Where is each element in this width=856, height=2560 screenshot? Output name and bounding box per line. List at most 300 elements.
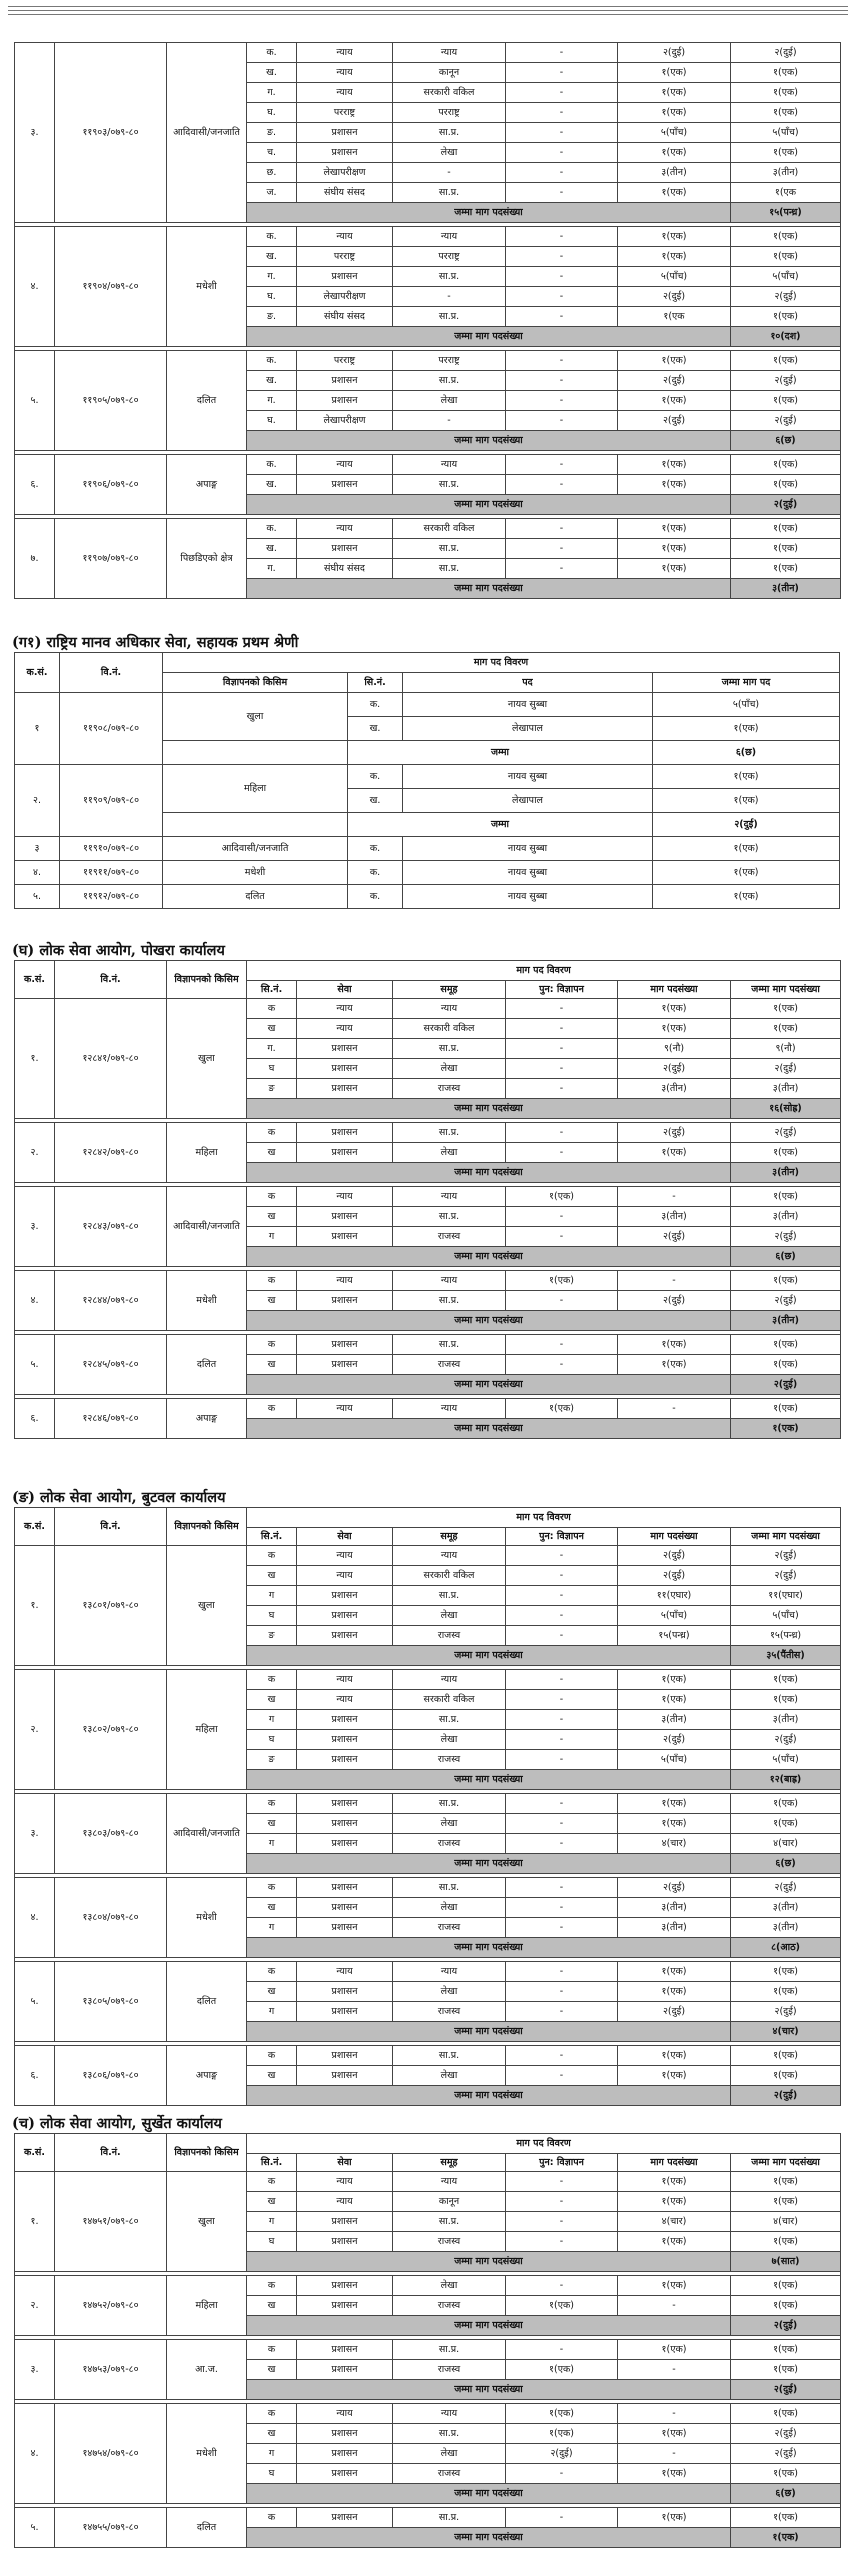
table-cell: ३(तीन) (731, 1710, 841, 1730)
table-cell: १(एक) (618, 519, 731, 539)
table-cell: २(दुई) (618, 1546, 731, 1566)
table-cell: न्याय (297, 2172, 393, 2192)
table-cell: न्याय (393, 227, 506, 247)
table-cell: - (506, 371, 618, 391)
table-cell: मधेशी (167, 227, 247, 347)
table-cell: १(एक) (618, 1143, 731, 1163)
table-cell: प्रशासन (297, 2360, 393, 2380)
table-cell: महिला (167, 2276, 247, 2336)
table-cell: न्याय (297, 83, 393, 103)
table-cell: लेखापाल (403, 789, 653, 813)
table-cell: क (247, 2340, 297, 2360)
table-cell: राजस्व (393, 2464, 506, 2484)
table-cell: ३(तीन) (731, 1163, 841, 1183)
table-cell: घ (247, 2464, 297, 2484)
table-cell: आ.ज. (167, 2340, 247, 2400)
demand-table (14, 960, 841, 1439)
table-cell: महिला (167, 1670, 247, 1790)
table-cell: १(एक) (653, 717, 840, 741)
table-cell: राजस्व (393, 1227, 506, 1247)
table-cell: ९(नौ) (731, 1039, 841, 1059)
header-post: पद (403, 673, 653, 693)
table-cell: ४(चार) (618, 1834, 731, 1854)
table-cell: जम्मा माग पदसंख्या (247, 327, 731, 347)
table-cell: प्रशासन (297, 1918, 393, 1938)
table-cell: १(एक) (618, 1335, 731, 1355)
table-cell: जम्मा (348, 813, 653, 837)
table-cell: १४७५३/०७९-८० (55, 2340, 167, 2400)
table-cell: १२८४६/०७९-८० (55, 1399, 167, 1439)
table-cell: क (247, 1123, 297, 1143)
table-cell: १(एक) (618, 2464, 731, 2484)
table-cell: ३(तीन) (618, 1079, 731, 1099)
table-cell: दलित (167, 1962, 247, 2042)
table-cell: - (506, 539, 618, 559)
table-cell: सेवा (297, 2154, 393, 2172)
table-cell: न्याय (297, 519, 393, 539)
table-cell: ख (247, 1814, 297, 1834)
table-cell: लेखा (393, 1982, 506, 2002)
table-cell: लेखा (393, 1730, 506, 1750)
table-cell: २(दुई) (731, 2086, 841, 2106)
table-cell: २(दुई) (618, 1123, 731, 1143)
table-cell (163, 741, 348, 765)
table-cell: - (506, 1546, 618, 1566)
table-cell: ५(पाँच) (653, 693, 840, 717)
table-row (15, 861, 840, 885)
table-cell: न्याय (297, 455, 393, 475)
table-cell: - (618, 1187, 731, 1207)
table-cell: १(एक) (618, 143, 731, 163)
table-cell: ११९१०/०७९-८० (60, 837, 163, 861)
table-cell: प्रशासन (297, 2340, 393, 2360)
table-cell: छ. (247, 163, 297, 183)
table-cell: लेखा (393, 1143, 506, 1163)
table-cell: ग (247, 1227, 297, 1247)
table-cell: १(एक) (618, 83, 731, 103)
table-cell: महिला (163, 765, 348, 813)
table-cell: २(दुई) (731, 2002, 841, 2022)
table-cell: ख (247, 2192, 297, 2212)
table-cell: मधेशी (163, 861, 348, 885)
table-cell: १(एक) (506, 1399, 618, 1419)
table-cell: - (506, 123, 618, 143)
table-cell: ख (247, 1355, 297, 1375)
table-cell: सा.प्र. (393, 1710, 506, 1730)
table-cell: प्रशासन (297, 2046, 393, 2066)
table-cell: - (506, 2066, 618, 2086)
table-cell: ख (247, 1898, 297, 1918)
table-cell: दलित (167, 2508, 247, 2548)
table-cell: प्रशासन (297, 2444, 393, 2464)
table-cell: पुन: विज्ञापन (506, 1528, 618, 1546)
table-cell: लेखा (393, 1814, 506, 1834)
table-cell: अपाङ्ग (167, 455, 247, 515)
table-cell: दलित (167, 1335, 247, 1395)
table-cell: सा.प्र. (393, 2212, 506, 2232)
table-cell: ङ (247, 1750, 297, 1770)
table-cell: वि.नं. (55, 1508, 167, 1546)
table-cell: प्रशासन (297, 267, 393, 287)
table-cell: सरकारी वकिल (393, 1690, 506, 1710)
table-row (15, 837, 840, 861)
table-cell: ११९०७/०७९-८० (55, 519, 167, 599)
table-cell: - (506, 307, 618, 327)
table-pokhara (14, 960, 839, 1439)
table-cell: १(एक) (731, 1399, 841, 1419)
table-cell: परराष्ट्र (297, 247, 393, 267)
table-cell: २(दुई) (731, 287, 841, 307)
table-row (15, 519, 841, 539)
table-cell: १(एक) (731, 2340, 841, 2360)
table-cell: २(दुई) (731, 43, 841, 63)
table-cell: क. (348, 693, 403, 717)
table-cell: - (506, 103, 618, 123)
header-sn: क.सं. (15, 961, 55, 999)
table-cell: प्रशासन (297, 1079, 393, 1099)
table-cell: ख. (247, 539, 297, 559)
table-cell: १(एक) (731, 1335, 841, 1355)
table-cell: लेखा (393, 1059, 506, 1079)
table-cell: परराष्ट्र (393, 351, 506, 371)
table-cell: ४(चार) (731, 2212, 841, 2232)
table-cell: १(एक) (731, 539, 841, 559)
table-cell: ६(छ) (653, 741, 840, 765)
table-cell: प्रशासन (297, 2232, 393, 2252)
demand-table (14, 2133, 841, 2548)
table-cell: २(दुई) (618, 371, 731, 391)
table-cell: - (506, 2232, 618, 2252)
table-continuation (14, 42, 839, 599)
table-cell: १(एक) (731, 2508, 841, 2528)
table-cell: १. (15, 2172, 55, 2272)
table-cell: जम्मा माग पदसंख्या (247, 2086, 731, 2106)
table-cell: परराष्ट्र (297, 351, 393, 371)
table-cell: १(एक) (731, 2232, 841, 2252)
table-cell: राजस्व (393, 1750, 506, 1770)
section-heading-ga1: (ग१) राष्ट्रिय मानव अधिकार सेवा, सहायक प्रथम श्रेणी (12, 634, 299, 651)
table-cell: १(एक) (618, 559, 731, 579)
table-cell: पुन: विज्ञापन (506, 981, 618, 999)
table-cell: घ. (247, 411, 297, 431)
table-cell: सा.प्र. (393, 539, 506, 559)
table-cell: - (506, 1730, 618, 1750)
table-cell: १(एक) (618, 2232, 731, 2252)
cell-type: आदिवासी/जनजाति (167, 43, 247, 223)
table-cell: प्रशासन (297, 1834, 393, 1854)
table-cell: प्रशासन (297, 1898, 393, 1918)
table-cell: - (506, 183, 618, 203)
table-cell: क.सं. (15, 1508, 55, 1546)
table-cell: १(एक) (618, 1019, 731, 1039)
table-cell: - (506, 1039, 618, 1059)
table-row (15, 227, 841, 247)
table-row (15, 2508, 841, 2528)
table-cell: १(एक) (506, 2404, 618, 2424)
table-cell: १३८०४/०७९-८० (55, 1878, 167, 1958)
table-cell: ३(तीन) (618, 1710, 731, 1730)
header-detail: माग पद विवरण (163, 653, 840, 673)
table-cell: ६. (15, 2046, 55, 2106)
table-cell: १(एक) (731, 1187, 841, 1207)
table-cell: १(एक) (731, 475, 841, 495)
table-cell: महिला (167, 1123, 247, 1183)
table-cell: २(दुई) (731, 1878, 841, 1898)
table-cell: १२८४२/०७९-८० (55, 1123, 167, 1183)
table-cell: सा.प्र. (393, 2424, 506, 2444)
table-cell: घ (247, 1730, 297, 1750)
table-cell: २(दुई) (731, 1730, 841, 1750)
table-cell: ६. (15, 1399, 55, 1439)
table-cell: - (506, 1123, 618, 1143)
table-cell: प्रशासन (297, 2276, 393, 2296)
table-cell: प्रशासन (297, 371, 393, 391)
table-cell: क (247, 999, 297, 1019)
table-cell: ४. (15, 2404, 55, 2504)
table-cell: ६. (15, 455, 55, 515)
table-cell: - (506, 1898, 618, 1918)
table-cell: १(एक) (731, 455, 841, 475)
table-cell: १(एक) (618, 475, 731, 495)
table-row (15, 2046, 841, 2066)
table-cell: ५(पाँच) (731, 1606, 841, 1626)
table-cell: १(एक) (731, 307, 841, 327)
table-cell: लेखा (393, 1898, 506, 1918)
section-heading-cha: (च) लोक सेवा आयोग, सुर्खेत कार्यालय (12, 2115, 222, 2132)
table-cell: १(एक) (618, 227, 731, 247)
table-cell: - (506, 2340, 618, 2360)
table-cell: २(दुई) (731, 1566, 841, 1586)
table-row (15, 1878, 841, 1898)
table-cell: जम्मा माग पदसंख्या (247, 1163, 731, 1183)
table-cell: - (506, 1794, 618, 1814)
table-row (15, 2276, 841, 2296)
table-cell: ५(पाँच) (731, 1750, 841, 1770)
table-cell: क (247, 2276, 297, 2296)
table-cell: आदिवासी/जनजाति (167, 1794, 247, 1874)
table-cell: १४७५४/०७९-८० (55, 2404, 167, 2504)
table-cell: नायव सुब्बा (403, 885, 653, 909)
table-cell: लेखा (393, 143, 506, 163)
table-cell: - (506, 999, 618, 1019)
table-cell: १(एक) (618, 1962, 731, 1982)
table-cell: १(एक) (731, 351, 841, 371)
table-cell: १(एक) (731, 2404, 841, 2424)
table-cell: सेवा (297, 981, 393, 999)
table-cell: प्रशासन (297, 1039, 393, 1059)
table-cell: १(एक) (731, 519, 841, 539)
table-cell: सा.प्र. (393, 371, 506, 391)
table-cell: ७. (15, 519, 55, 599)
table-cell: ख (247, 2424, 297, 2444)
table-cell: १(एक) (731, 1419, 841, 1439)
table-cell: ११९०८/०७९-८० (60, 693, 163, 765)
table-cell: - (506, 1834, 618, 1854)
table-cell: १(एक) (731, 247, 841, 267)
table-row (15, 1187, 841, 1207)
table-cell: - (506, 2172, 618, 2192)
header-detail: माग पद विवरण (247, 961, 841, 981)
table-cell: ५(पाँच) (618, 1750, 731, 1770)
table-cell: २(दुई) (618, 411, 731, 431)
table-cell: ५(पाँच) (731, 267, 841, 287)
table-cell: खुला (163, 693, 348, 741)
table-cell: - (506, 1814, 618, 1834)
table-cell: आदिवासी/जनजाति (167, 1187, 247, 1267)
table-cell: - (506, 1227, 618, 1247)
table-row (15, 1794, 841, 1814)
table-cell: ग (247, 2002, 297, 2022)
table-cell: सा.प्र. (393, 1039, 506, 1059)
table-cell: प्रशासन (297, 2508, 393, 2528)
table-cell: न्याय (393, 999, 506, 1019)
table-cell: न्याय (297, 1271, 393, 1291)
table-cell: ख (247, 1690, 297, 1710)
table-cell: १(एक (618, 307, 731, 327)
cell-sn: ३. (15, 43, 55, 223)
table-cell: २(दुई) (618, 1227, 731, 1247)
table-cell: १(एक) (618, 2066, 731, 2086)
table-cell: परराष्ट्र (393, 103, 506, 123)
table-cell: २(दुई) (731, 411, 841, 431)
table-cell: जम्मा माग पदसंख्या (247, 2316, 731, 2336)
table-cell: क. (247, 455, 297, 475)
table-cell: १३८०३/०७९-८० (55, 1794, 167, 1874)
table-cell: - (506, 411, 618, 431)
table-surkhet (14, 2133, 839, 2548)
table-cell: २(दुई) (731, 2316, 841, 2336)
table-cell: दलित (163, 885, 348, 909)
table-cell: २(दुई) (731, 495, 841, 515)
table-cell: २(दुई) (731, 2380, 841, 2400)
table-cell: ३. (15, 1187, 55, 1267)
table-cell: विज्ञापनको किसिम (167, 2134, 247, 2172)
table-cell: ख. (247, 63, 297, 83)
table-cell: ख (247, 2296, 297, 2316)
table-cell: पिछडिएको क्षेत्र (167, 519, 247, 599)
header-subsn: सि.नं. (348, 673, 403, 693)
table-cell: क (247, 1335, 297, 1355)
table-cell: दलित (167, 351, 247, 451)
table-cell: - (506, 43, 618, 63)
table-cell: ख. (348, 717, 403, 741)
table-cell: ग. (247, 267, 297, 287)
table-cell: १(एक) (618, 2046, 731, 2066)
table-cell: ३(तीन) (618, 1898, 731, 1918)
table-cell: १(एक) (731, 1962, 841, 1982)
table-cell: - (506, 1019, 618, 1039)
table-cell: प्रशासन (297, 2296, 393, 2316)
table-cell: २(दुई) (618, 2002, 731, 2022)
table-cell: क. (247, 43, 297, 63)
table-cell: १०(दश) (731, 327, 841, 347)
table-cell: सरकारी वकिल (393, 519, 506, 539)
table-cell: लेखा (393, 1606, 506, 1626)
table-cell: - (506, 1690, 618, 1710)
table-cell: जम्मा माग पदसंख्या (247, 1419, 731, 1439)
table-cell: - (618, 2404, 731, 2424)
table-cell: ग. (247, 83, 297, 103)
table-row (15, 2172, 841, 2192)
table-cell: ख (247, 2360, 297, 2380)
table-cell: न्याय (393, 1670, 506, 1690)
header-total-post: जम्मा माग पद (653, 673, 840, 693)
table-cell: माग पद विवरण (247, 2134, 841, 2154)
table-cell: - (393, 287, 506, 307)
table-cell: च. (247, 143, 297, 163)
table-cell: क (247, 2404, 297, 2424)
table-cell: ५. (15, 2508, 55, 2548)
table-cell: - (506, 63, 618, 83)
table-cell: राजस्व (393, 2360, 506, 2380)
table-cell: १६(सोह्र) (731, 1099, 841, 1119)
table-cell: न्याय (393, 455, 506, 475)
table-cell: १(एक) (618, 1355, 731, 1375)
table-cell: ३(तीन) (731, 1918, 841, 1938)
table-cell: - (506, 1606, 618, 1626)
table-cell: सा.प्र. (393, 2340, 506, 2360)
table-cell: सा.प्र. (393, 1794, 506, 1814)
table-cell: सा.प्र. (393, 1335, 506, 1355)
table-cell: प्रशासन (297, 1586, 393, 1606)
table-cell: संघीय संसद (297, 307, 393, 327)
table-cell: - (506, 1982, 618, 2002)
table-cell: ९(नौ) (618, 1039, 731, 1059)
table-cell: ग (247, 1918, 297, 1938)
table-cell: क (247, 2172, 297, 2192)
table-cell: ११९०९/०७९-८० (60, 765, 163, 837)
table-cell: ११९०६/०७९-८० (55, 455, 167, 515)
table-row (15, 1335, 841, 1355)
table-cell: न्याय (297, 1546, 393, 1566)
table-cell: - (506, 1059, 618, 1079)
table-cell: १(एक) (618, 183, 731, 203)
table-cell: क (247, 2508, 297, 2528)
table-cell: ४. (15, 1271, 55, 1331)
table-cell: ग. (247, 1039, 297, 1059)
table-cell: घ (247, 1059, 297, 1079)
table-cell: २(दुई) (506, 2444, 618, 2464)
table-cell: सा.प्र. (393, 307, 506, 327)
table-cell: प्रशासन (297, 1710, 393, 1730)
table-cell: लेखा (393, 2276, 506, 2296)
table-cell: ख. (247, 371, 297, 391)
table-cell: संघीय संसद (297, 559, 393, 579)
table-cell: माग पदसंख्या (618, 981, 731, 999)
table-butwal (14, 1507, 839, 2106)
table-cell: मधेशी (167, 1878, 247, 1958)
table-cell: खुला (167, 999, 247, 1119)
table-cell: १(एक) (506, 1271, 618, 1291)
table-cell: मधेशी (167, 2404, 247, 2504)
table-cell: प्रशासन (297, 1227, 393, 1247)
table-row (15, 43, 841, 63)
table-cell: ५. (15, 351, 55, 451)
table-cell: न्याय (393, 2172, 506, 2192)
table-cell: - (506, 1878, 618, 1898)
table-cell: ३(तीन) (731, 1898, 841, 1918)
table-cell: २. (15, 765, 60, 837)
table-cell: सा.प्र. (393, 2508, 506, 2528)
table-cell: १(एक) (731, 559, 841, 579)
table-cell: १ (15, 693, 60, 765)
table-cell: २(दुई) (618, 287, 731, 307)
table-cell: सा.प्र. (393, 123, 506, 143)
table-cell: - (506, 2192, 618, 2212)
table-cell: २(दुई) (618, 43, 731, 63)
table-cell: जम्मा माग पदसंख्या (247, 495, 731, 515)
table-cell: क (247, 2046, 297, 2066)
